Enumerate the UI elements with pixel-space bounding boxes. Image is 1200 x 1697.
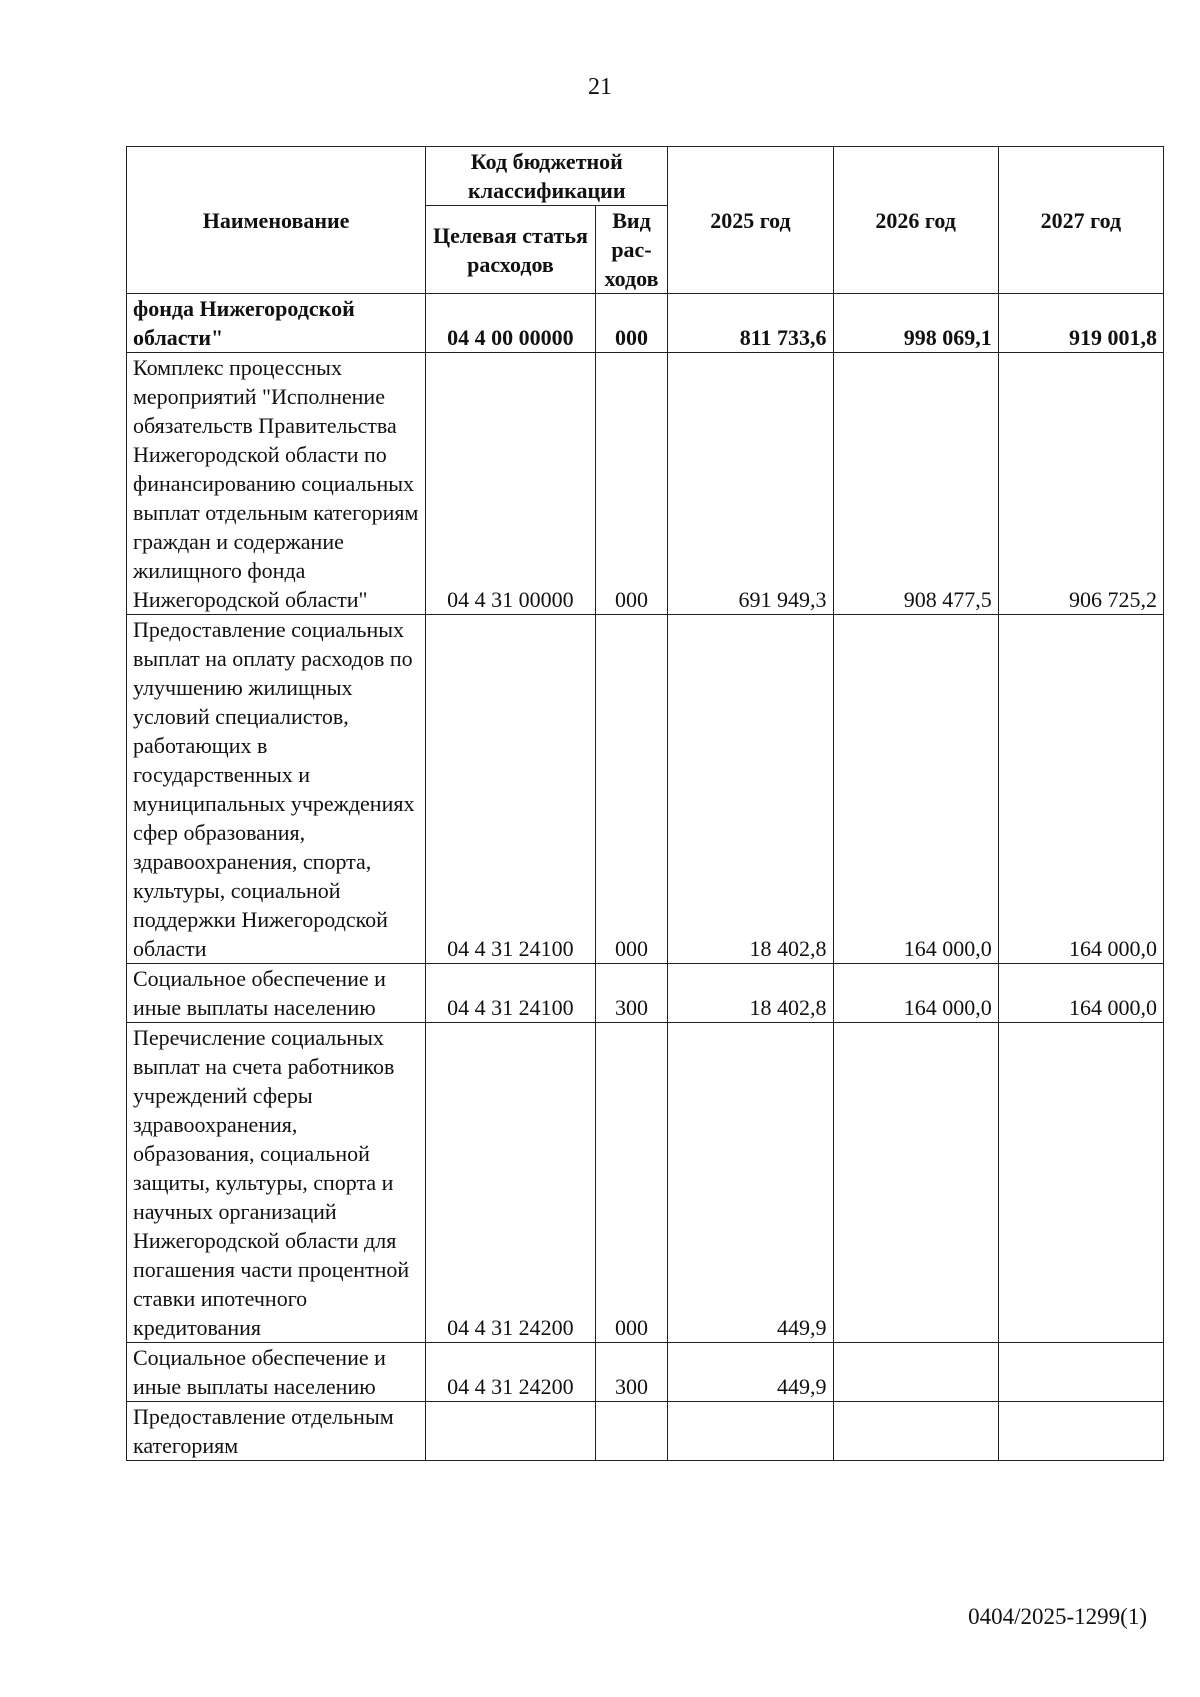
row-value-2025: 691 949,3 [668, 353, 833, 615]
document-id: 0404/2025-1299(1) [968, 1604, 1147, 1629]
row-value-2025: 811 733,6 [668, 294, 833, 353]
table-row [127, 615, 1164, 964]
row-value-2025: 449,9 [668, 1343, 833, 1402]
header-2026: 2026 год [833, 147, 998, 294]
row-name: фонда Нижегородской области" [127, 294, 426, 353]
row-target-code: 04 4 31 24200 [426, 1023, 595, 1343]
row-value-2027: 919 001,8 [998, 294, 1163, 353]
row-value-2027: 164 000,0 [998, 615, 1163, 964]
row-value-2025: 449,9 [668, 1023, 833, 1343]
row-target-code: 04 4 00 00000 [426, 294, 595, 353]
row-expense-type: 000 [595, 615, 668, 964]
table-row [127, 1402, 1164, 1461]
row-expense-type: 000 [595, 1023, 668, 1343]
row-expense-type [595, 1402, 668, 1461]
table-header [127, 147, 1164, 294]
row-expense-type: 300 [595, 1343, 668, 1402]
table-row [127, 964, 1164, 1023]
row-value-2026: 908 477,5 [833, 353, 998, 615]
row-name: Социальное обеспечение и иные выплаты населению [127, 964, 426, 1023]
row-value-2026 [833, 1023, 998, 1343]
row-expense-type: 000 [595, 353, 668, 615]
row-expense-type: 300 [595, 964, 668, 1023]
row-target-code: 04 4 31 24100 [426, 964, 595, 1023]
row-value-2026: 164 000,0 [833, 964, 998, 1023]
row-name: Комплекс процессных мероприятий "Исполнение обязательств Правительства Нижегородской области по финансированию социальных выплат отдельным категориям граждан и содержание жилищного фонда Нижегородской области" [127, 353, 426, 615]
row-value-2027 [998, 1402, 1163, 1461]
row-target-code [426, 1402, 595, 1461]
row-value-2027 [998, 1023, 1163, 1343]
table-body [127, 294, 1164, 1461]
row-value-2027 [998, 1343, 1163, 1402]
header-target: Целевая статья расходов [426, 206, 595, 294]
header-type: Вид рас-ходов [595, 206, 668, 294]
table-row [127, 1023, 1164, 1343]
row-target-code: 04 4 31 24200 [426, 1343, 595, 1402]
row-name: Социальное обеспечение и иные выплаты населению [127, 1343, 426, 1402]
row-value-2026: 998 069,1 [833, 294, 998, 353]
budget-table [126, 146, 1164, 1461]
row-value-2027: 164 000,0 [998, 964, 1163, 1023]
row-name: Предоставление социальных выплат на оплату расходов по улучшению жилищных условий специалистов, работающих в государственных и муниципальных учреждениях сфер образования, здравоохранения, спорта, культуры, социальной поддержки Нижегородской области [127, 615, 426, 964]
row-target-code: 04 4 31 00000 [426, 353, 595, 615]
table-row [127, 353, 1164, 615]
row-expense-type: 000 [595, 294, 668, 353]
page-number: 21 [588, 74, 612, 100]
row-value-2026 [833, 1402, 998, 1461]
header-2027: 2027 год [998, 147, 1163, 294]
row-name: Перечисление социальных выплат на счета работников учреждений сферы здравоохранения, образования, социальной защиты, культуры, спорта и научных организаций Нижегородской области для погашения части процентной ставки ипотечного кредитования [127, 1023, 426, 1343]
row-name: Предоставление отдельным категориям [127, 1402, 426, 1461]
row-value-2025: 18 402,8 [668, 615, 833, 964]
header-code-group: Код бюджетной классификации [426, 147, 668, 206]
table-row [127, 294, 1164, 353]
row-value-2026: 164 000,0 [833, 615, 998, 964]
table-row [127, 1343, 1164, 1402]
row-target-code: 04 4 31 24100 [426, 615, 595, 964]
row-value-2025: 18 402,8 [668, 964, 833, 1023]
header-2025: 2025 год [668, 147, 833, 294]
row-value-2025 [668, 1402, 833, 1461]
row-value-2027: 906 725,2 [998, 353, 1163, 615]
row-value-2026 [833, 1343, 998, 1402]
header-name: Наименование [127, 147, 426, 294]
